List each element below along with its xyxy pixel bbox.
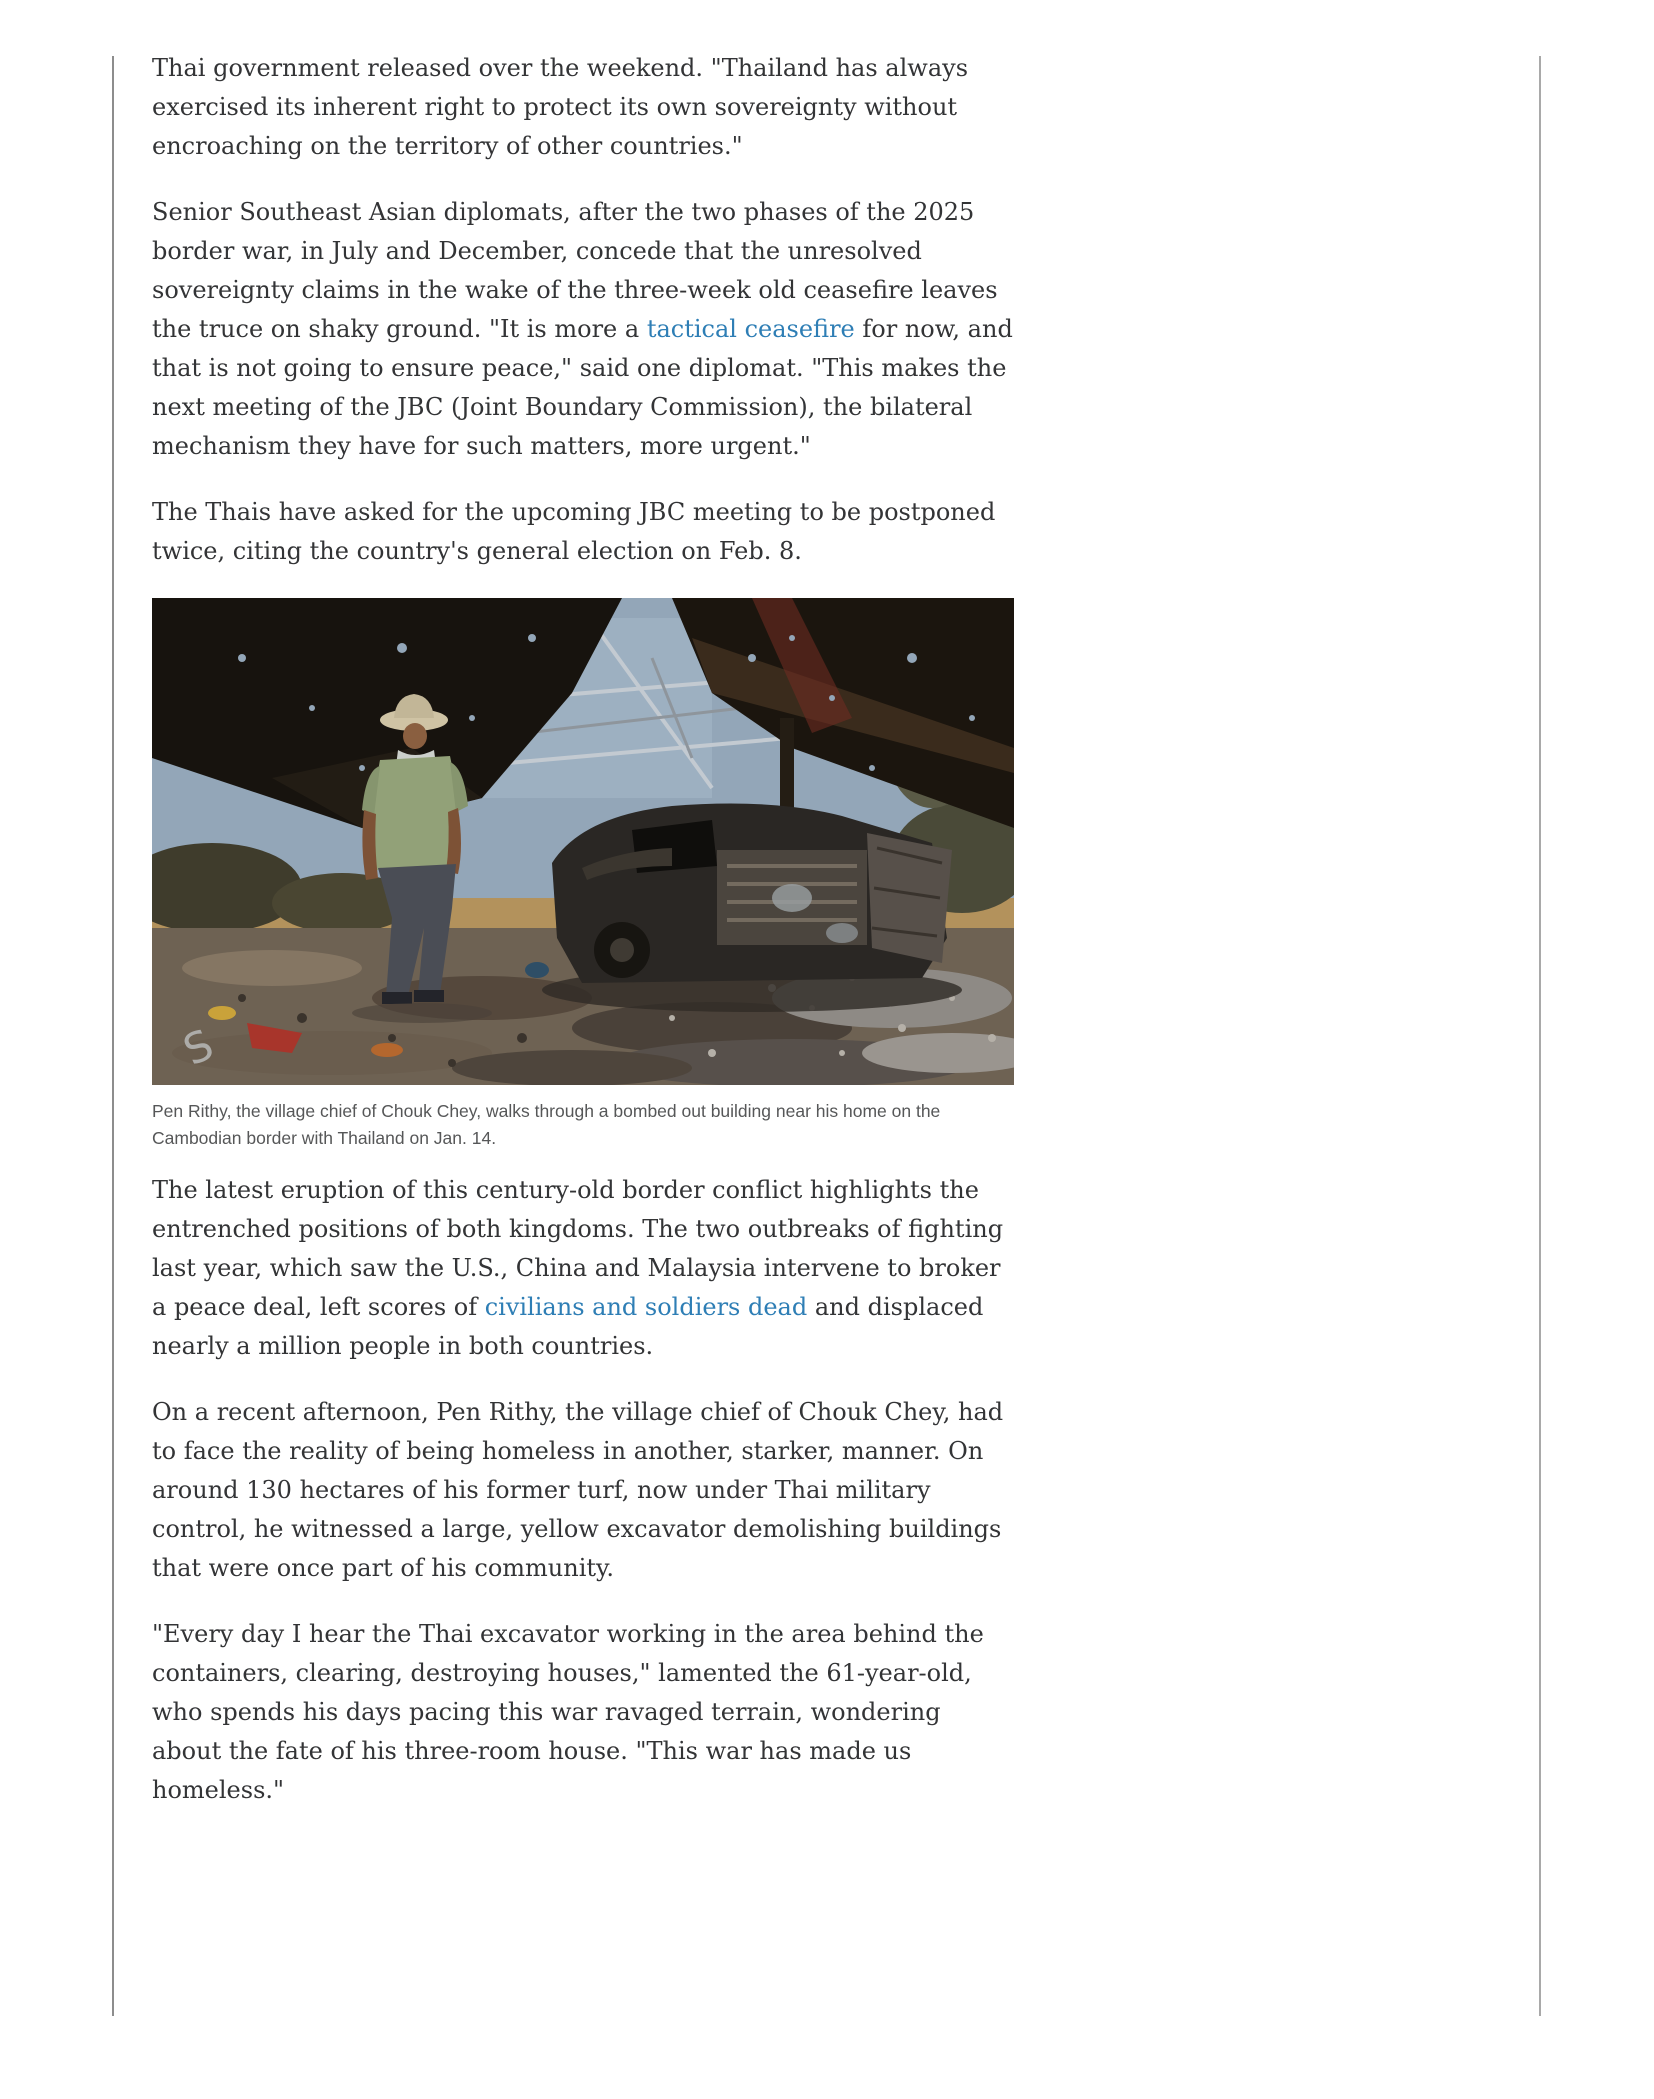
svg-text:S: S	[176, 1019, 221, 1076]
article-paragraphs-bottom	[152, 1171, 1014, 1810]
article-paragraph: On a recent afternoon, Pen Rithy, the village chief of Chouk Chey, had to face the reality of being homeless in another, starker, manner. On around 130 hectares of his former turf, now under Thai military control, he witnessed a large, yellow excavator demolishing buildings that were once part of his community.	[152, 1398, 1004, 1582]
left-column-divider	[112, 56, 114, 2016]
bombed-building-photo	[152, 598, 1014, 1085]
article-body	[152, 49, 1014, 1837]
photo-caption: Pen Rithy, the village chief of Chouk Chey, walks through a bombed out building near his home on the Cambodian border with Thailand on Jan. 14.	[152, 1101, 941, 1148]
article-figure	[152, 598, 1014, 1152]
article-paragraph: Senior Southeast Asian diplomats, after the two phases of the 2025 border war, in July and December, concede that the unresolved sovereignty claims in the wake of the three-week old ceasefire leaves the truce on shaky ground. "It is more a tactical ceasefire for now, and that is not going to ensure peace," said one diplomat. "This makes the next meeting of the JBC (Joint Boundary Commission), the bilateral mechanism they have for such matters, more urgent."	[152, 198, 1013, 460]
right-column-divider	[1539, 56, 1541, 2016]
article-paragraph: Thai government released over the weekend. "Thailand has always exercised its inherent right to protect its own sovereignty without encroaching on the territory of other countries."	[152, 54, 969, 160]
inline-link[interactable]: tactical ceasefire	[646, 315, 855, 343]
article-paragraphs-top	[152, 49, 1014, 571]
article-paragraph: "Every day I hear the Thai excavator working in the area behind the containers, clearing, destroying houses," lamented the 61-year-old, who spends his days pacing this war ravaged terrain, wondering about the fate of his three-room house. "This war has made us homeless."	[152, 1620, 984, 1804]
article-paragraph: The Thais have asked for the upcoming JBC meeting to be postponed twice, citing the country's general election on Feb. 8.	[152, 498, 996, 565]
inline-link[interactable]: civilians and soldiers dead	[484, 1293, 808, 1321]
article-paragraph: The latest eruption of this century-old border conflict highlights the entrenched positions of both kingdoms. The two outbreaks of fighting last year, which saw the U.S., China and Malaysia intervene to broker a peace deal, left scores of civilians and soldiers dead and displaced nearly a million people in both countries.	[152, 1176, 1004, 1360]
burned-car	[542, 804, 962, 1012]
